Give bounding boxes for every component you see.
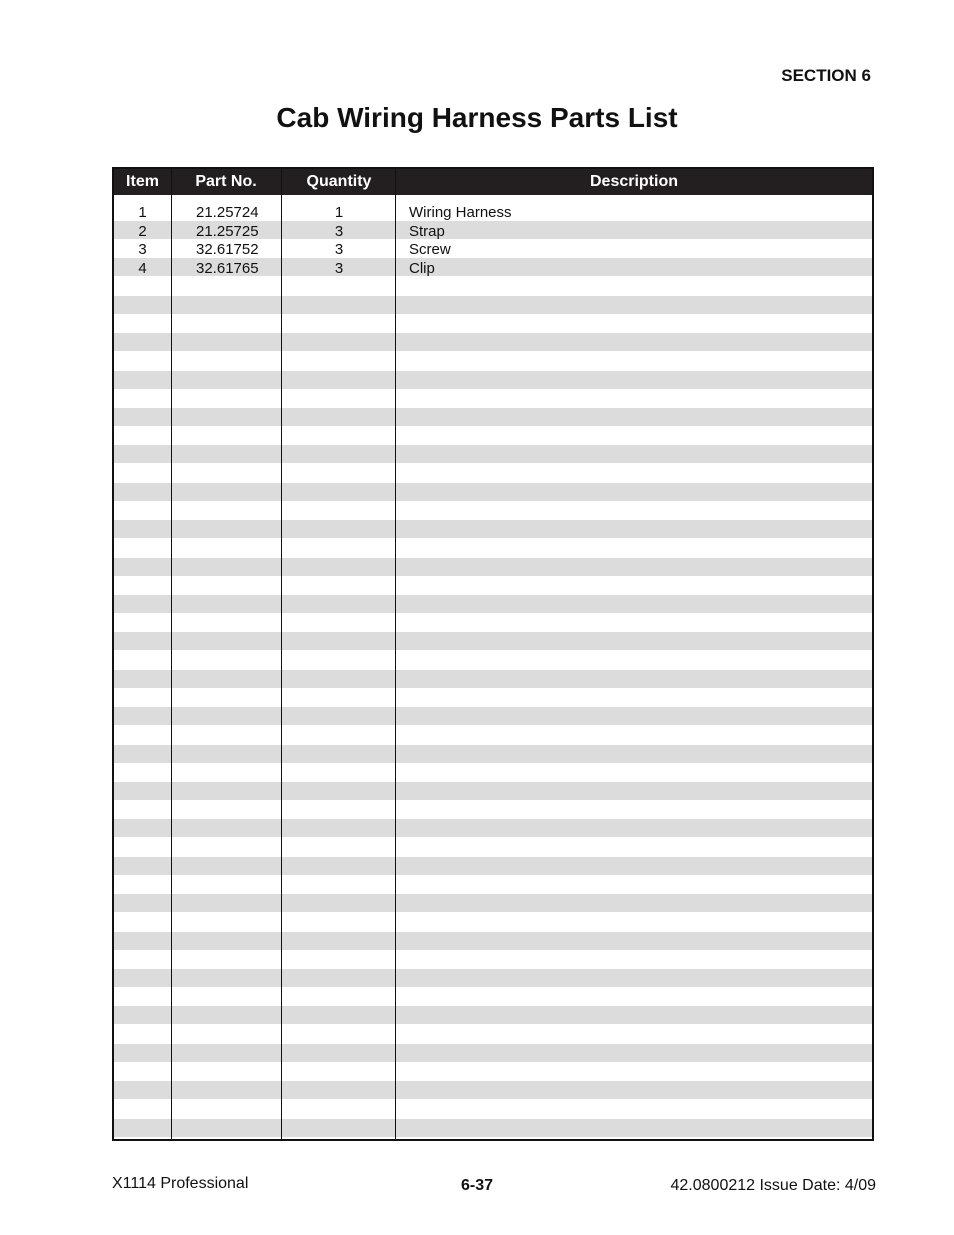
part-no-cell: 32.61752: [196, 241, 259, 259]
description-cell: Clip: [409, 260, 435, 278]
description-cell: Screw: [409, 241, 451, 259]
section-label: SECTION 6: [781, 66, 871, 85]
row-stripe: [114, 1044, 872, 1062]
column-divider: [171, 169, 172, 1139]
item-cell: 2: [138, 222, 147, 240]
quantity-cell: 1: [334, 204, 344, 221]
item-cell: 4: [138, 260, 147, 278]
description-cell: Wiring Harness: [409, 204, 512, 221]
row-stripes: [114, 195, 872, 1139]
row-stripe: [114, 333, 872, 351]
row-stripe: [114, 558, 872, 576]
column-divider: [395, 169, 396, 1139]
row-stripe: [114, 1081, 872, 1099]
row-stripe: [114, 1119, 872, 1137]
column-header-part-no: Part No.: [195, 173, 257, 190]
footer-page-number: 6-37: [460, 1177, 494, 1194]
page-title: Cab Wiring Harness Parts List: [276, 102, 678, 133]
row-stripe: [114, 670, 872, 688]
column-header-quantity: Quantity: [306, 173, 372, 190]
quantity-cell: 3: [334, 260, 344, 278]
row-stripe: [114, 632, 872, 650]
quantity-cell: 3: [334, 241, 344, 259]
item-cell: 3: [138, 241, 147, 259]
description-cell: Strap: [409, 222, 445, 240]
row-stripe: [114, 445, 872, 463]
quantity-cell: 3: [334, 222, 344, 240]
row-stripe: [114, 894, 872, 912]
row-stripe: [114, 520, 872, 538]
row-stripe: [114, 483, 872, 501]
table-row: [114, 241, 872, 260]
item-cell: 1: [138, 204, 147, 221]
footer-model: X1114 Professional: [112, 1175, 249, 1192]
row-stripe: [114, 969, 872, 987]
part-no-cell: 32.61765: [196, 260, 259, 278]
row-stripe: [114, 296, 872, 314]
footer-doc-issue: 42.0800212 Issue Date: 4/09: [670, 1177, 876, 1194]
parts-table: [112, 167, 874, 1141]
row-stripe: [114, 408, 872, 426]
row-stripe: [114, 707, 872, 725]
row-stripe: [114, 932, 872, 950]
column-divider: [281, 169, 282, 1139]
row-stripe: [114, 1006, 872, 1024]
row-stripe: [114, 819, 872, 837]
row-stripe: [114, 745, 872, 763]
table-row: [114, 204, 872, 223]
row-stripe: [114, 782, 872, 800]
table-row: [114, 223, 872, 242]
table-body: [114, 204, 872, 279]
table-header: [114, 169, 872, 195]
table-row: [114, 260, 872, 279]
part-no-cell: 21.25725: [196, 222, 259, 240]
row-stripe: [114, 595, 872, 613]
row-stripe: [114, 371, 872, 389]
column-header-description: Description: [589, 173, 678, 190]
part-no-cell: 21.25724: [196, 204, 259, 221]
column-header-item: Item: [126, 173, 159, 190]
row-stripe: [114, 857, 872, 875]
